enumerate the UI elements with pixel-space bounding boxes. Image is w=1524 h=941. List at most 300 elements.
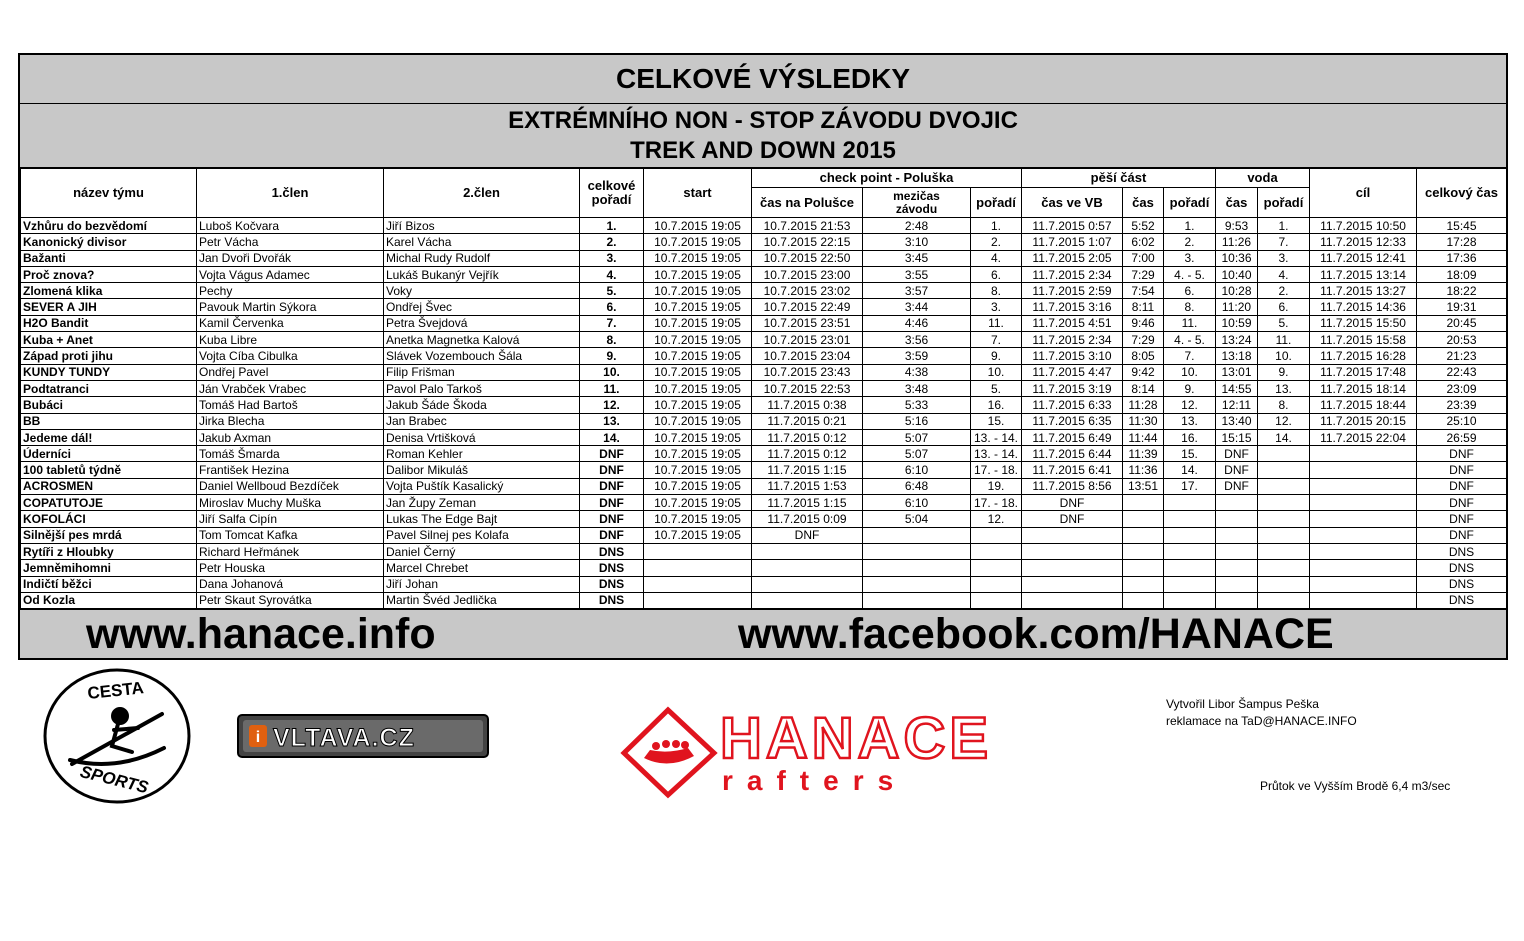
member2: Petra Švejdová [384, 315, 580, 331]
start-time: 10.7.2015 19:05 [644, 266, 752, 282]
walk-position: 17. [1164, 478, 1216, 494]
finish-time [1310, 527, 1417, 543]
checkpoint-position: 4. [971, 250, 1022, 266]
checkpoint-time: 11.7.2015 0:21 [752, 413, 863, 429]
checkpoint-time: 10.7.2015 23:51 [752, 315, 863, 331]
checkpoint-time: 11.7.2015 0:12 [752, 446, 863, 462]
water-position: 12. [1258, 413, 1310, 429]
total-time: 26:59 [1417, 429, 1507, 445]
checkpoint-split: 3:55 [863, 266, 971, 282]
walk-vb-time [1022, 592, 1123, 608]
member2: Michal Rudy Rudolf [384, 250, 580, 266]
header-finish: cíl [1310, 169, 1417, 218]
member1: Jiří Salfa Cipín [197, 511, 384, 527]
water-time: DNF [1216, 478, 1258, 494]
start-time [644, 560, 752, 576]
finish-time [1310, 560, 1417, 576]
header-water-time: čas [1216, 188, 1258, 218]
water-time: DNF [1216, 446, 1258, 462]
table-row [21, 234, 1507, 250]
member1: Jakub Axman [197, 429, 384, 445]
checkpoint-position: 19. [971, 478, 1022, 494]
walk-vb-time: 11.7.2015 2:05 [1022, 250, 1123, 266]
checkpoint-position: 13. - 14. [971, 429, 1022, 445]
header-cp-position: pořadí [971, 188, 1022, 218]
overall-position: DNF [580, 446, 644, 462]
member1: Pavouk Martin Sýkora [197, 299, 384, 315]
walk-vb-time: 11.7.2015 6:49 [1022, 429, 1123, 445]
table-row [21, 364, 1507, 380]
checkpoint-position: 17. - 18. [971, 495, 1022, 511]
checkpoint-split: 3:57 [863, 283, 971, 299]
water-time [1216, 592, 1258, 608]
walk-time [1123, 495, 1164, 511]
credit-author: Vytvořil Libor Šampus Peška [1166, 697, 1319, 711]
table-row [21, 527, 1507, 543]
facebook-link[interactable]: www.facebook.com/HANACE [738, 610, 1334, 659]
checkpoint-time: 11.7.2015 0:38 [752, 397, 863, 413]
walk-position: 12. [1164, 397, 1216, 413]
finish-time: 11.7.2015 18:14 [1310, 380, 1417, 396]
member2: Jiří Johan [384, 576, 580, 592]
start-time: 10.7.2015 19:05 [644, 315, 752, 331]
team-name: Jemněmihomni [21, 560, 197, 576]
checkpoint-position: 12. [971, 511, 1022, 527]
finish-time: 11.7.2015 15:58 [1310, 332, 1417, 348]
finish-time [1310, 511, 1417, 527]
walk-vb-time [1022, 543, 1123, 559]
total-time: DNF [1417, 478, 1507, 494]
checkpoint-split [863, 543, 971, 559]
walk-time: 9:42 [1123, 364, 1164, 380]
total-time: 20:53 [1417, 332, 1507, 348]
walk-position [1164, 592, 1216, 608]
total-time: 15:45 [1417, 218, 1507, 234]
walk-vb-time: 11.7.2015 2:34 [1022, 332, 1123, 348]
checkpoint-position [971, 592, 1022, 608]
checkpoint-time: 10.7.2015 23:01 [752, 332, 863, 348]
member1: Petr Skaut Syrovátka [197, 592, 384, 608]
start-time: 10.7.2015 19:05 [644, 397, 752, 413]
water-position [1258, 446, 1310, 462]
walk-vb-time [1022, 560, 1123, 576]
walk-time: 7:29 [1123, 266, 1164, 282]
walk-time: 11:36 [1123, 462, 1164, 478]
member1: Richard Heřmánek [197, 543, 384, 559]
total-time: DNS [1417, 543, 1507, 559]
total-time: 17:28 [1417, 234, 1507, 250]
overall-position: DNF [580, 527, 644, 543]
walk-time: 8:05 [1123, 348, 1164, 364]
team-name: KOFOLÁCI [21, 511, 197, 527]
checkpoint-time: 11.7.2015 1:15 [752, 495, 863, 511]
member2: Lukáš Bukanýr Vejřík [384, 266, 580, 282]
member2: Roman Kehler [384, 446, 580, 462]
header-overall-position: celkové pořadí [580, 169, 644, 218]
table-row [21, 250, 1507, 266]
overall-position: 14. [580, 429, 644, 445]
water-position: 1. [1258, 218, 1310, 234]
water-time: DNF [1216, 462, 1258, 478]
water-time [1216, 511, 1258, 527]
walk-vb-time: 11.7.2015 6:41 [1022, 462, 1123, 478]
table-row [21, 413, 1507, 429]
walk-position: 4. - 5. [1164, 266, 1216, 282]
finish-time [1310, 543, 1417, 559]
overall-position: DNF [580, 462, 644, 478]
member1: Ján Vrabček Vrabec [197, 380, 384, 396]
member1: Kamil Červenka [197, 315, 384, 331]
checkpoint-split [863, 560, 971, 576]
start-time: 10.7.2015 19:05 [644, 380, 752, 396]
walk-position [1164, 495, 1216, 511]
checkpoint-time [752, 576, 863, 592]
walk-position: 4. - 5. [1164, 332, 1216, 348]
walk-vb-time: 11.7.2015 3:16 [1022, 299, 1123, 315]
table-row [21, 560, 1507, 576]
walk-time: 8:11 [1123, 299, 1164, 315]
rafters-logo-text: rafters [722, 765, 908, 796]
header-start: start [644, 169, 752, 218]
walk-position: 6. [1164, 283, 1216, 299]
total-time: DNF [1417, 511, 1507, 527]
overall-position: 8. [580, 332, 644, 348]
river-flow-note: Průtok ve Vyšším Brodě 6,4 m3/sec [1260, 779, 1451, 793]
checkpoint-split [863, 576, 971, 592]
checkpoint-split: 5:07 [863, 429, 971, 445]
table-row [21, 511, 1507, 527]
team-name: Proč znova? [21, 266, 197, 282]
checkpoint-position: 16. [971, 397, 1022, 413]
water-position: 7. [1258, 234, 1310, 250]
finish-time: 11.7.2015 18:44 [1310, 397, 1417, 413]
member2: Jan Župy Zeman [384, 495, 580, 511]
header-total: celkový čas [1417, 169, 1507, 218]
team-name: Podtatranci [21, 380, 197, 396]
total-time: 18:22 [1417, 283, 1507, 299]
checkpoint-time: 10.7.2015 21:53 [752, 218, 863, 234]
member2: Pavel Silnej pes Kolafa [384, 527, 580, 543]
walk-time: 7:54 [1123, 283, 1164, 299]
walk-time: 9:46 [1123, 315, 1164, 331]
walk-time: 11:39 [1123, 446, 1164, 462]
finish-time [1310, 462, 1417, 478]
table-row [21, 332, 1507, 348]
water-position [1258, 495, 1310, 511]
walk-vb-time: 11.7.2015 4:51 [1022, 315, 1123, 331]
overall-position: DNF [580, 511, 644, 527]
member2: Jakub Šáde Škoda [384, 397, 580, 413]
water-time: 11:26 [1216, 234, 1258, 250]
total-time: 21:23 [1417, 348, 1507, 364]
walk-time: 13:51 [1123, 478, 1164, 494]
checkpoint-position: 15. [971, 413, 1022, 429]
vltava-logo-text: VLTAVA.CZ [273, 724, 415, 752]
water-time: 14:55 [1216, 380, 1258, 396]
table-row [21, 397, 1507, 413]
finish-time: 11.7.2015 13:27 [1310, 283, 1417, 299]
overall-position: DNS [580, 543, 644, 559]
water-time: 13:18 [1216, 348, 1258, 364]
overall-position: 2. [580, 234, 644, 250]
checkpoint-split: 5:04 [863, 511, 971, 527]
walk-position: 11. [1164, 315, 1216, 331]
start-time [644, 576, 752, 592]
checkpoint-split: 3:56 [863, 332, 971, 348]
start-time [644, 592, 752, 608]
walk-time [1123, 560, 1164, 576]
walk-position: 16. [1164, 429, 1216, 445]
table-row [21, 348, 1507, 364]
walk-position [1164, 543, 1216, 559]
start-time: 10.7.2015 19:05 [644, 250, 752, 266]
table-row [21, 446, 1507, 462]
walk-position: 2. [1164, 234, 1216, 250]
team-name: Bubáci [21, 397, 197, 413]
table-row [21, 315, 1507, 331]
member1: Luboš Kočvara [197, 218, 384, 234]
table-row [21, 380, 1507, 396]
team-name: BB [21, 413, 197, 429]
walk-time [1123, 576, 1164, 592]
table-row [21, 299, 1507, 315]
checkpoint-time: 11.7.2015 0:12 [752, 429, 863, 445]
checkpoint-time: 10.7.2015 22:50 [752, 250, 863, 266]
walk-vb-time: 11.7.2015 6:35 [1022, 413, 1123, 429]
checkpoint-position: 9. [971, 348, 1022, 364]
total-time: DNF [1417, 527, 1507, 543]
water-position: 5. [1258, 315, 1310, 331]
member2: Voky [384, 283, 580, 299]
checkpoint-split [863, 527, 971, 543]
walk-vb-time: 11.7.2015 2:34 [1022, 266, 1123, 282]
water-position: 3. [1258, 250, 1310, 266]
start-time: 10.7.2015 19:05 [644, 495, 752, 511]
member2: Anetka Magnetka Kalová [384, 332, 580, 348]
walk-vb-time: DNF [1022, 495, 1123, 511]
member2: Marcel Chrebet [384, 560, 580, 576]
start-time: 10.7.2015 19:05 [644, 413, 752, 429]
walk-vb-time: 11.7.2015 6:44 [1022, 446, 1123, 462]
start-time: 10.7.2015 19:05 [644, 511, 752, 527]
water-position [1258, 576, 1310, 592]
finish-time: 11.7.2015 12:33 [1310, 234, 1417, 250]
water-time: 11:20 [1216, 299, 1258, 315]
checkpoint-position: 1. [971, 218, 1022, 234]
water-time: 10:40 [1216, 266, 1258, 282]
start-time [644, 543, 752, 559]
water-time [1216, 543, 1258, 559]
member1: Petr Vácha [197, 234, 384, 250]
member1: Petr Houska [197, 560, 384, 576]
page-subtitle [20, 104, 1506, 168]
member2: Martin Švéd Jedlička [384, 592, 580, 608]
checkpoint-time: 11.7.2015 1:15 [752, 462, 863, 478]
total-time: 23:39 [1417, 397, 1507, 413]
member1: Jirka Blecha [197, 413, 384, 429]
checkpoint-split: 3:10 [863, 234, 971, 250]
total-time: DNS [1417, 560, 1507, 576]
member2: Slávek Vozembouch Šála [384, 348, 580, 364]
finish-time [1310, 495, 1417, 511]
water-time [1216, 560, 1258, 576]
walk-position [1164, 511, 1216, 527]
total-time: 20:45 [1417, 315, 1507, 331]
finish-time [1310, 576, 1417, 592]
checkpoint-position: 11. [971, 315, 1022, 331]
checkpoint-split: 2:48 [863, 218, 971, 234]
overall-position: 9. [580, 348, 644, 364]
checkpoint-split: 3:48 [863, 380, 971, 396]
team-name: ACROSMEN [21, 478, 197, 494]
member1: František Hezina [197, 462, 384, 478]
checkpoint-split: 5:33 [863, 397, 971, 413]
checkpoint-position: 13. - 14. [971, 446, 1022, 462]
team-name: Kanonický divisor [21, 234, 197, 250]
water-position: 4. [1258, 266, 1310, 282]
total-time: DNF [1417, 446, 1507, 462]
checkpoint-split: 6:10 [863, 495, 971, 511]
walk-position: 10. [1164, 364, 1216, 380]
walk-time: 7:29 [1123, 332, 1164, 348]
checkpoint-position: 17. - 18. [971, 462, 1022, 478]
water-position [1258, 527, 1310, 543]
finish-time: 11.7.2015 22:04 [1310, 429, 1417, 445]
checkpoint-position: 2. [971, 234, 1022, 250]
water-position [1258, 560, 1310, 576]
table-row [21, 592, 1507, 608]
member2: Denisa Vrtišková [384, 429, 580, 445]
member1: Vojta Vágus Adamec [197, 266, 384, 282]
member2: Daniel Černý [384, 543, 580, 559]
checkpoint-split: 4:46 [863, 315, 971, 331]
water-position: 10. [1258, 348, 1310, 364]
member2: Ondřej Švec [384, 299, 580, 315]
table-row [21, 495, 1507, 511]
team-name: Indičtí běžci [21, 576, 197, 592]
walk-vb-time: DNF [1022, 511, 1123, 527]
member1: Daniel Wellboud Bezdíček [197, 478, 384, 494]
checkpoint-position [971, 560, 1022, 576]
walk-position [1164, 560, 1216, 576]
finish-time: 11.7.2015 13:14 [1310, 266, 1417, 282]
total-time: DNS [1417, 592, 1507, 608]
checkpoint-time: 10.7.2015 22:53 [752, 380, 863, 396]
total-time: 17:36 [1417, 250, 1507, 266]
checkpoint-split: 5:07 [863, 446, 971, 462]
water-time: 13:01 [1216, 364, 1258, 380]
table-row [21, 429, 1507, 445]
walk-time: 8:14 [1123, 380, 1164, 396]
subtitle-line-2: TREK AND DOWN 2015 [630, 137, 896, 164]
checkpoint-time [752, 543, 863, 559]
water-time: 10:36 [1216, 250, 1258, 266]
walk-vb-time: 11.7.2015 8:56 [1022, 478, 1123, 494]
overall-position: 12. [580, 397, 644, 413]
checkpoint-position: 10. [971, 364, 1022, 380]
member1: Tomáš Šmarda [197, 446, 384, 462]
walk-vb-time [1022, 576, 1123, 592]
start-time: 10.7.2015 19:05 [644, 234, 752, 250]
walk-time: 11:30 [1123, 413, 1164, 429]
checkpoint-position: 5. [971, 380, 1022, 396]
walk-time: 6:02 [1123, 234, 1164, 250]
water-position: 14. [1258, 429, 1310, 445]
overall-position: 4. [580, 266, 644, 282]
website-link[interactable]: www.hanace.info [86, 610, 436, 659]
water-position [1258, 462, 1310, 478]
member2: Jan Brabec [384, 413, 580, 429]
checkpoint-split [863, 592, 971, 608]
hanace-rafters-logo [622, 700, 993, 796]
member1: Kuba Libre [197, 332, 384, 348]
walk-vb-time: 11.7.2015 0:57 [1022, 218, 1123, 234]
member2: Filip Frišman [384, 364, 580, 380]
table-row [21, 478, 1507, 494]
header-checkpoint: check point - Poluška [752, 169, 1022, 188]
water-position [1258, 478, 1310, 494]
water-position: 2. [1258, 283, 1310, 299]
walk-vb-time: 11.7.2015 6:33 [1022, 397, 1123, 413]
checkpoint-split: 6:48 [863, 478, 971, 494]
water-position: 9. [1258, 364, 1310, 380]
water-time [1216, 576, 1258, 592]
walk-position [1164, 576, 1216, 592]
walk-position: 13. [1164, 413, 1216, 429]
finish-time [1310, 592, 1417, 608]
table-row [21, 543, 1507, 559]
member2: Jiří Bizos [384, 218, 580, 234]
total-time: DNF [1417, 495, 1507, 511]
finish-time: 11.7.2015 14:36 [1310, 299, 1417, 315]
overall-position: DNS [580, 560, 644, 576]
table-row [21, 283, 1507, 299]
team-name: Západ proti jihu [21, 348, 197, 364]
results-sheet [18, 53, 1508, 660]
checkpoint-split: 5:16 [863, 413, 971, 429]
header-water: voda [1216, 169, 1310, 188]
total-time: 25:10 [1417, 413, 1507, 429]
header-walk-vb: čas ve VB [1022, 188, 1123, 218]
member1: Dana Johanová [197, 576, 384, 592]
member1: Tom Tomcat Kafka [197, 527, 384, 543]
member2: Vojta Puštík Kasalický [384, 478, 580, 494]
overall-position: 3. [580, 250, 644, 266]
table-row [21, 266, 1507, 282]
raft-diamond-icon [624, 710, 714, 795]
checkpoint-position: 3. [971, 299, 1022, 315]
overall-position: 5. [580, 283, 644, 299]
vltava-logo [237, 714, 489, 758]
walk-time [1123, 527, 1164, 543]
member1: Tomáš Had Bartoš [197, 397, 384, 413]
total-time: 23:09 [1417, 380, 1507, 396]
team-name: H2O Bandit [21, 315, 197, 331]
team-name: Bažanti [21, 250, 197, 266]
checkpoint-position [971, 576, 1022, 592]
overall-position: 10. [580, 364, 644, 380]
member1: Miroslav Muchy Muška [197, 495, 384, 511]
header-member2: 2.člen [384, 169, 580, 218]
header-walk: pěší část [1022, 169, 1216, 188]
walk-position: 9. [1164, 380, 1216, 396]
overall-position: DNS [580, 576, 644, 592]
walk-vb-time: 11.7.2015 3:10 [1022, 348, 1123, 364]
checkpoint-split: 6:10 [863, 462, 971, 478]
checkpoint-position: 7. [971, 332, 1022, 348]
overall-position: DNF [580, 495, 644, 511]
water-time: 15:15 [1216, 429, 1258, 445]
